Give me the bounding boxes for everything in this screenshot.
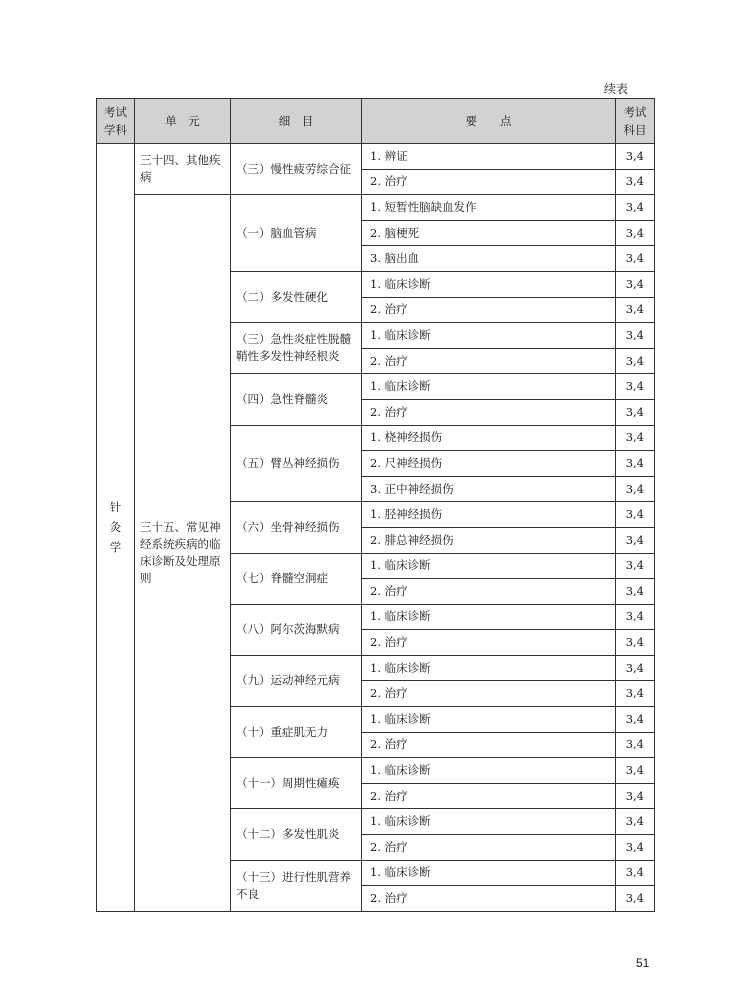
exam-cell: 3,4 bbox=[616, 348, 655, 374]
point-cell: 2. 治疗 bbox=[362, 579, 616, 605]
detail-cell: （二）多发性硬化 bbox=[231, 271, 362, 322]
point-cell: 1. 临床诊断 bbox=[362, 374, 616, 400]
point-cell: 1. 临床诊断 bbox=[362, 707, 616, 733]
table-body bbox=[97, 144, 655, 912]
point-cell: 2. 治疗 bbox=[362, 297, 616, 323]
exam-cell: 3,4 bbox=[616, 655, 655, 681]
point-cell: 1. 辨证 bbox=[362, 144, 616, 170]
detail-cell: （七）脊髓空洞症 bbox=[231, 553, 362, 604]
exam-cell: 3,4 bbox=[616, 451, 655, 477]
exam-cell: 3,4 bbox=[616, 783, 655, 809]
exam-cell: 3,4 bbox=[616, 809, 655, 835]
exam-cell: 3,4 bbox=[616, 476, 655, 502]
exam-cell: 3,4 bbox=[616, 886, 655, 912]
point-cell: 1. 临床诊断 bbox=[362, 655, 616, 681]
continued-label: 续表 bbox=[604, 82, 629, 96]
unit-cell: 三十四、其他疾病 bbox=[135, 144, 231, 195]
header-unit: 单 元 bbox=[135, 99, 231, 144]
point-cell: 2. 治疗 bbox=[362, 732, 616, 758]
point-cell: 1. 短暂性脑缺血发作 bbox=[362, 195, 616, 221]
exam-cell: 3,4 bbox=[616, 169, 655, 195]
exam-cell: 3,4 bbox=[616, 681, 655, 707]
exam-cell: 3,4 bbox=[616, 374, 655, 400]
detail-cell: （六）坐骨神经损伤 bbox=[231, 502, 362, 553]
exam-cell: 3,4 bbox=[616, 604, 655, 630]
point-cell: 2. 治疗 bbox=[362, 835, 616, 861]
point-cell: 2. 治疗 bbox=[362, 399, 616, 425]
point-cell: 1. 临床诊断 bbox=[362, 604, 616, 630]
point-cell: 2. 治疗 bbox=[362, 630, 616, 656]
point-cell: 2. 尺神经损伤 bbox=[362, 451, 616, 477]
point-cell: 1. 胫神经损伤 bbox=[362, 502, 616, 528]
point-cell: 2. 治疗 bbox=[362, 169, 616, 195]
exam-cell: 3,4 bbox=[616, 630, 655, 656]
exam-cell: 3,4 bbox=[616, 502, 655, 528]
subject-name: 针灸学 bbox=[109, 500, 122, 555]
detail-cell: （四）急性脊髓炎 bbox=[231, 374, 362, 425]
exam-cell: 3,4 bbox=[616, 246, 655, 272]
detail-cell: （八）阿尔茨海默病 bbox=[231, 604, 362, 655]
header-subject: 考试学科 bbox=[97, 99, 135, 144]
point-cell: 1. 临床诊断 bbox=[362, 323, 616, 349]
exam-cell: 3,4 bbox=[616, 297, 655, 323]
header-exam: 考试科目 bbox=[616, 99, 655, 144]
header-detail: 细 目 bbox=[231, 99, 362, 144]
point-cell: 2. 治疗 bbox=[362, 783, 616, 809]
exam-cell: 3,4 bbox=[616, 144, 655, 170]
point-cell: 1. 临床诊断 bbox=[362, 553, 616, 579]
point-cell: 1. 临床诊断 bbox=[362, 809, 616, 835]
subject-cell bbox=[97, 144, 135, 912]
point-cell: 2. 脑梗死 bbox=[362, 220, 616, 246]
exam-cell: 3,4 bbox=[616, 553, 655, 579]
exam-cell: 3,4 bbox=[616, 860, 655, 886]
exam-cell: 3,4 bbox=[616, 323, 655, 349]
unit-cell: 三十五、常见神经系统疾病的临床诊断及处理原则 bbox=[135, 195, 231, 912]
exam-cell: 3,4 bbox=[616, 758, 655, 784]
point-cell: 2. 治疗 bbox=[362, 348, 616, 374]
point-cell: 3. 正中神经损伤 bbox=[362, 476, 616, 502]
exam-cell: 3,4 bbox=[616, 707, 655, 733]
table-row bbox=[97, 195, 655, 221]
point-cell: 3. 脑出血 bbox=[362, 246, 616, 272]
exam-cell: 3,4 bbox=[616, 579, 655, 605]
detail-cell: （三）慢性疲劳综合征 bbox=[231, 144, 362, 195]
exam-cell: 3,4 bbox=[616, 195, 655, 221]
exam-cell: 3,4 bbox=[616, 220, 655, 246]
table-row bbox=[97, 144, 655, 170]
detail-cell: （三）急性炎症性脱髓鞘性多发性神经根炎 bbox=[231, 323, 362, 374]
point-cell: 1. 临床诊断 bbox=[362, 860, 616, 886]
header-points: 要 点 bbox=[362, 99, 616, 144]
point-cell: 1. 临床诊断 bbox=[362, 271, 616, 297]
exam-cell: 3,4 bbox=[616, 835, 655, 861]
header-row bbox=[97, 99, 655, 144]
exam-cell: 3,4 bbox=[616, 399, 655, 425]
point-cell: 1. 临床诊断 bbox=[362, 758, 616, 784]
point-cell: 2. 治疗 bbox=[362, 681, 616, 707]
point-cell: 2. 治疗 bbox=[362, 886, 616, 912]
detail-cell: （一）脑血管病 bbox=[231, 195, 362, 272]
syllabus-table bbox=[96, 98, 655, 912]
exam-cell: 3,4 bbox=[616, 732, 655, 758]
detail-cell: （九）运动神经元病 bbox=[231, 655, 362, 706]
exam-cell: 3,4 bbox=[616, 271, 655, 297]
point-cell: 2. 腓总神经损伤 bbox=[362, 527, 616, 553]
detail-cell: （五）臂丛神经损伤 bbox=[231, 425, 362, 502]
exam-cell: 3,4 bbox=[616, 425, 655, 451]
detail-cell: （十一）周期性瘫痪 bbox=[231, 758, 362, 809]
detail-cell: （十）重症肌无力 bbox=[231, 707, 362, 758]
exam-cell: 3,4 bbox=[616, 527, 655, 553]
page-number: 51 bbox=[636, 956, 650, 970]
detail-cell: （十三）进行性肌营养不良 bbox=[231, 860, 362, 911]
point-cell: 1. 桡神经损伤 bbox=[362, 425, 616, 451]
detail-cell: （十二）多发性肌炎 bbox=[231, 809, 362, 860]
